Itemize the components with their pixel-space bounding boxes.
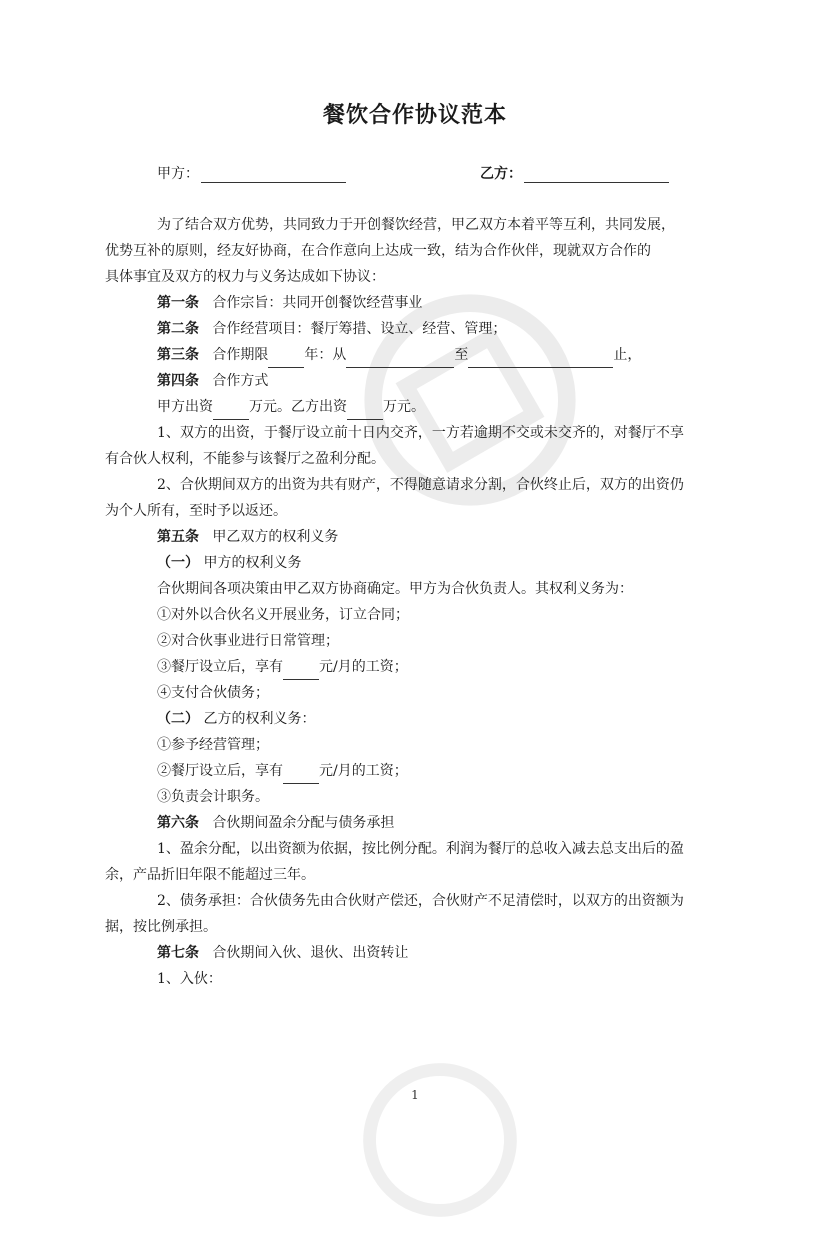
party-b-investment-blank bbox=[347, 405, 383, 420]
paragraph-line: 有合伙人权利，不能参与该餐厅之盈利分配。 bbox=[105, 451, 385, 467]
article-label: 第二条 bbox=[157, 321, 199, 337]
intro-line: 具体事宜及双方的权力与义务达成如下协议： bbox=[105, 269, 385, 285]
paragraph-line: 2、合伙期间双方的出资为共有财产，不得随意请求分割，合伙终止后，双方的出资仍 bbox=[157, 477, 684, 493]
article-text: 年：从 bbox=[304, 347, 347, 363]
investment-text: 万元。乙方出资 bbox=[249, 399, 347, 415]
party-b-duty-item: ①参予经营管理； bbox=[157, 737, 269, 753]
article-text: 合作经营项目：餐厅筹措、设立、经营、管理； bbox=[212, 321, 507, 337]
article-text: 止， bbox=[613, 347, 642, 363]
article-label: 第六条 bbox=[157, 815, 199, 831]
salary-blank bbox=[283, 769, 319, 784]
section-label: （一） bbox=[157, 555, 199, 571]
party-b-duty-item: ③负责会计职务。 bbox=[157, 789, 269, 805]
page-number: 1 bbox=[411, 1088, 419, 1102]
article-text: 至 bbox=[454, 347, 469, 363]
party-a-duty-item bbox=[157, 654, 707, 680]
party-a-duty-item: ④支付合伙债务； bbox=[157, 685, 269, 701]
term-start-blank bbox=[346, 353, 454, 368]
article-1 bbox=[157, 290, 707, 316]
article-label: 第三条 bbox=[157, 347, 199, 363]
article-7 bbox=[157, 940, 707, 966]
party-b-blank bbox=[524, 168, 669, 183]
paragraph-line: 1、双方的出资，于餐厅设立前十日内交齐，一方若逾期不交或未交齐的，对餐厅不享 bbox=[157, 425, 684, 441]
party-a-duty-item: ①对外以合伙名义开展业务，订立合同； bbox=[157, 607, 409, 623]
watermark-icon bbox=[331, 1031, 550, 1249]
intro-line: 为了结合双方优势，共同致力于开创餐饮经营，甲乙双方本着平等互利，共同发展， bbox=[157, 217, 675, 233]
agreement-body bbox=[105, 212, 707, 992]
article-text: 合作方式 bbox=[212, 373, 269, 389]
paragraph-4-1 bbox=[105, 420, 707, 472]
party-a-investment-blank bbox=[213, 405, 249, 420]
intro-line: 优势互补的原则，经友好协商，在合作意向上达成一致，结为合作伙伴，现就双方合作的 bbox=[105, 243, 651, 259]
article-text: 合作宗旨：共同开创餐饮经营事业 bbox=[212, 295, 423, 311]
document-title: 餐饮合作协议范本 bbox=[322, 103, 507, 128]
article-text: 合作期限 bbox=[212, 347, 269, 363]
article-label: 第五条 bbox=[157, 529, 199, 545]
investment-text: 万元。 bbox=[383, 399, 425, 415]
article-text: 甲乙双方的权利义务 bbox=[212, 529, 339, 545]
investment-line bbox=[157, 394, 707, 420]
article-label: 第四条 bbox=[157, 373, 199, 389]
article-4 bbox=[157, 368, 707, 394]
article-label: 第七条 bbox=[157, 945, 199, 961]
article-5 bbox=[157, 524, 707, 550]
party-a-field bbox=[157, 163, 346, 183]
section-2-heading bbox=[157, 706, 707, 732]
section-text: 甲方的权利义务 bbox=[203, 555, 302, 571]
article-3 bbox=[157, 342, 707, 368]
section-label: （二） bbox=[157, 711, 199, 727]
party-b-label: 乙方： bbox=[480, 166, 522, 182]
paragraph-line: 1、盈余分配，以出资额为依据，按比例分配。利润为餐厅的总收入减去总支出后的盈 bbox=[157, 841, 684, 857]
paragraph-line: 2、债务承担：合伙债务先由合伙财产偿还，合伙财产不足清偿时，以双方的出资额为 bbox=[157, 893, 684, 909]
party-a-duty-item: ②对合伙事业进行日常管理； bbox=[157, 633, 339, 649]
duty-text: 元/月的工资； bbox=[319, 659, 408, 675]
salary-blank bbox=[283, 665, 319, 680]
party-a-blank bbox=[201, 168, 346, 183]
paragraph-line: 据，按比例承担。 bbox=[105, 919, 217, 935]
party-a-label: 甲方： bbox=[157, 166, 199, 182]
paragraph-line: 余，产品折旧年限不能超过三年。 bbox=[105, 867, 315, 883]
term-years-blank bbox=[268, 353, 304, 368]
paragraph-6-2 bbox=[105, 888, 707, 940]
term-end-blank bbox=[468, 353, 613, 368]
paragraph-4-2 bbox=[105, 472, 707, 524]
paragraph-7-1: 1、入伙： bbox=[157, 971, 222, 987]
investment-text: 甲方出资 bbox=[157, 399, 213, 415]
section-text: 乙方的权利义务： bbox=[203, 711, 316, 727]
article-6 bbox=[157, 810, 707, 836]
duty-text: ②餐厅设立后，享有 bbox=[157, 763, 283, 779]
article-label: 第一条 bbox=[157, 295, 199, 311]
party-b-duty-item bbox=[157, 758, 707, 784]
section-1-intro: 合伙期间各项决策由甲乙双方协商确定。甲方为合伙负责人。其权利义务为： bbox=[157, 581, 633, 597]
intro-paragraph bbox=[105, 212, 707, 290]
section-1-heading bbox=[157, 550, 707, 576]
article-text: 合伙期间盈余分配与债务承担 bbox=[212, 815, 395, 831]
party-b-field bbox=[480, 163, 669, 183]
duty-text: ③餐厅设立后，享有 bbox=[157, 659, 283, 675]
duty-text: 元/月的工资； bbox=[319, 763, 408, 779]
paragraph-line: 为个人所有，至时予以返还。 bbox=[105, 503, 287, 519]
paragraph-6-1 bbox=[105, 836, 707, 888]
article-text: 合伙期间入伙、退伙、出资转让 bbox=[212, 945, 409, 961]
article-2 bbox=[157, 316, 707, 342]
